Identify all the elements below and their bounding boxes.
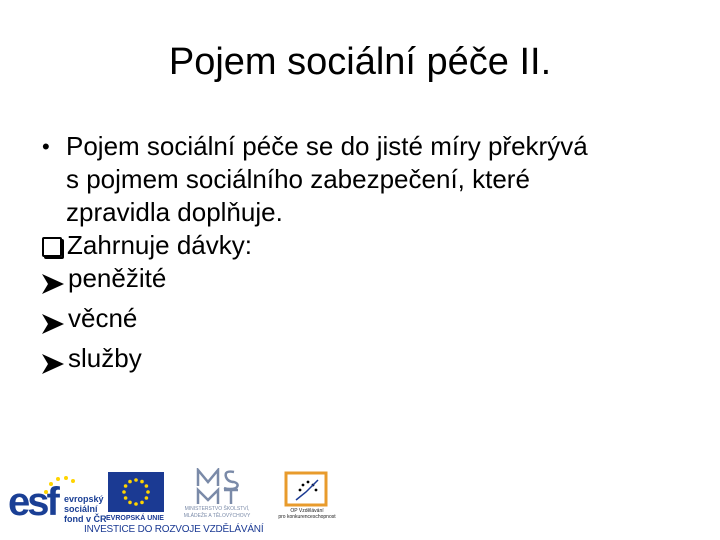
op-caption xyxy=(278,508,336,520)
checkbox-bullet-item xyxy=(42,229,682,262)
arrow-bullet-icon xyxy=(42,309,68,342)
msmt-caption-line: MLÁDEŽE A TĚLOVÝCHOVY xyxy=(183,513,251,519)
esf-side-line: evropský xyxy=(64,494,104,504)
esf-letters: esf xyxy=(8,480,57,524)
arrow-bullet-item xyxy=(42,342,682,382)
op-caption-line: OP Vzdělávání xyxy=(290,508,324,514)
bullet-item xyxy=(42,130,682,229)
bullet-text-line: zpravidla doplňuje. xyxy=(66,197,283,227)
arrow-bullet-icon xyxy=(42,349,68,382)
esf-side-line: fond v ČR xyxy=(64,514,107,524)
eu-stars-icon xyxy=(108,472,164,512)
op-vk-emblem-icon xyxy=(278,470,336,508)
eu-flag-logo xyxy=(108,472,164,512)
eu-caption: EVROPSKÁ UNIE xyxy=(106,515,164,522)
arrow-bullet-item xyxy=(42,262,682,302)
slide-content xyxy=(42,130,682,382)
arrow-bullet-icon xyxy=(42,269,68,302)
arrow-bullet-text: služby xyxy=(68,343,142,373)
esf-logo xyxy=(8,472,107,528)
square-bullet-icon xyxy=(42,237,62,257)
checkbox-bullet-text: Zahrnuje dávky: xyxy=(67,230,252,260)
arrow-bullet-text: věcné xyxy=(68,303,138,333)
bullet-text xyxy=(66,130,656,229)
esf-side-text xyxy=(64,494,107,524)
msmt-logo xyxy=(168,468,266,530)
bullet-text-line: s pojmem sociálního zabezpečení, které xyxy=(66,164,530,194)
bullet-dot-icon: • xyxy=(42,134,50,159)
investment-caption: INVESTICE DO ROZVOJE VZDĚLÁVÁNÍ xyxy=(84,524,264,535)
slide-title: Pojem sociální péče II. xyxy=(168,41,552,83)
op-vk-logo xyxy=(278,470,336,528)
bullet-text-line: Pojem sociální péče se do jisté míry překrývá xyxy=(66,131,588,161)
msmt-caption-line: MINISTERSTVO ŠKOLSTVÍ, xyxy=(184,506,250,512)
logo-strip xyxy=(0,462,720,540)
esf-side-line: sociální xyxy=(64,504,98,514)
msmt-monogram-icon xyxy=(168,468,266,506)
arrow-bullet-item xyxy=(42,302,682,342)
op-caption-line: pro konkurenceschopnost xyxy=(278,514,336,520)
msmt-caption xyxy=(168,506,266,520)
arrow-bullet-text: peněžité xyxy=(68,263,167,293)
